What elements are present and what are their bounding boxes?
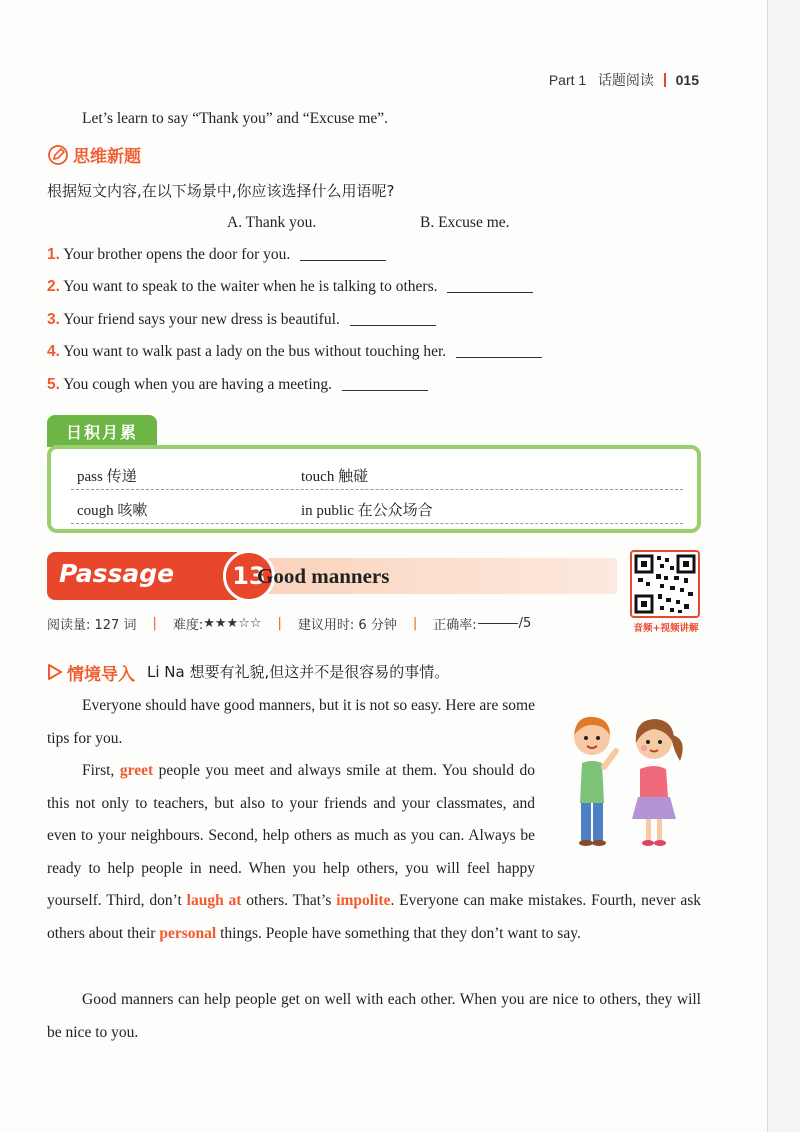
passage-meta [47, 614, 531, 633]
header-part: Part 1 [548, 72, 587, 88]
accuracy-label: 正确率: [433, 618, 477, 633]
p2-e: things. People have something that they don’t want to say. [220, 924, 581, 942]
kids-illustration [560, 705, 700, 855]
girl-figure [632, 719, 683, 846]
header-topic: 话题阅读 [597, 73, 654, 89]
vocab-greet: greet [119, 762, 154, 779]
question-2 [47, 271, 533, 304]
thinking-instruction: 根据短文内容,在以下场景中,你应该选择什么用语呢? [47, 182, 395, 200]
question-number: 2. [47, 278, 60, 295]
boy-figure [574, 717, 616, 846]
meta-divider: | [277, 616, 282, 631]
option-b: B. Excuse me. [420, 214, 510, 231]
qr-caption: 音频+视频讲解 [633, 623, 699, 634]
question-1 [47, 239, 386, 272]
option-a: A. Thank you. [227, 214, 317, 231]
qr-code[interactable] [630, 550, 700, 618]
difficulty-stars: ★★★☆☆ [203, 616, 262, 631]
question-5 [47, 369, 428, 402]
accuracy-blank[interactable] [478, 623, 518, 624]
vocab-row [71, 491, 683, 524]
question-number: 3. [47, 311, 60, 328]
paragraph-3: Good manners can help people get on well with each other. When you are nice to others, they will be nice to you. [47, 991, 701, 1041]
answer-blank[interactable] [456, 357, 542, 358]
question-4 [47, 336, 542, 369]
word-count: 阅读量: 127 词 [47, 618, 137, 633]
vocab-item: pass 传递 [77, 469, 137, 485]
suggested-time: 建议用时: 6 分钟 [297, 618, 397, 633]
question-text: You want to walk past a lady on the bus without touching her. [63, 343, 447, 360]
lead-text: Li Na 想要有礼貌,但这并不是很容易的事情。 [147, 663, 450, 681]
answer-blank[interactable] [342, 390, 428, 391]
vocab-item: in public 在公众场合 [301, 503, 433, 519]
question-number: 1. [47, 246, 60, 263]
question-text: You want to speak to the waiter when he is talking to others. [63, 278, 438, 295]
p2-b: people you meet and always smile at them. You should do this not only to teachers, but also to your friends and your classmates, and even to your neighbours. Second, help others as much as you can. Always be ready to help people in need. When you help others, you will feel happy yourself. Third, don’t [47, 762, 536, 909]
question-3 [47, 304, 436, 337]
intro-line: Let’s learn to say “Thank you” and “Excuse me”. [82, 110, 389, 127]
difficulty-label: 难度: [172, 618, 204, 633]
p2-a: First, [82, 762, 115, 779]
question-text: Your friend says your new dress is beautiful. [63, 311, 340, 328]
paragraph-1: Everyone should have good manners, but it is not so easy. Here are some tips for you. [47, 697, 535, 747]
vocab-row [71, 457, 683, 490]
pencil-circle-icon [47, 144, 69, 166]
thinking-title: 思维新题 [73, 147, 141, 167]
float-spacer-bottom [535, 855, 701, 885]
passage-banner [47, 552, 617, 600]
passage-number: 13 [223, 550, 275, 602]
answer-blank[interactable] [300, 260, 386, 261]
play-triangle-icon [47, 663, 63, 681]
question-number: 4. [47, 343, 60, 360]
lead-heading [47, 660, 135, 685]
vocab-box [47, 445, 701, 533]
vocab-personal: personal [159, 924, 217, 942]
vocab-item: cough 咳嗽 [77, 503, 148, 519]
page-number: 015 [675, 72, 699, 88]
accuracy-total: /5 [518, 616, 532, 631]
qr-code-icon [632, 552, 698, 616]
question-text: You cough when you are having a meeting. [63, 376, 333, 393]
passage-label: Passage [59, 559, 175, 588]
answer-blank[interactable] [447, 292, 533, 293]
header-divider [664, 73, 666, 87]
meta-divider: | [152, 616, 157, 631]
vocab-item: touch 触碰 [301, 469, 369, 485]
lead-title: 情境导入 [67, 664, 135, 685]
passage-title: Good manners [257, 564, 390, 588]
thinking-heading [47, 142, 141, 167]
lead-in [47, 656, 449, 689]
vocab-tab: 日积月累 [47, 415, 157, 447]
page-header [549, 70, 699, 90]
vocab-laugh-at: laugh at [186, 892, 242, 909]
question-number: 5. [47, 376, 60, 393]
vocab-impolite: impolite [336, 892, 391, 909]
answer-blank[interactable] [350, 325, 436, 326]
meta-divider: | [412, 616, 418, 631]
p2-d: . Everyone can make mistakes. Fourth, never ask others about their [47, 892, 702, 942]
question-text: Your brother opens the door for you. [63, 246, 291, 263]
p2-c: others. That’s [246, 892, 332, 909]
